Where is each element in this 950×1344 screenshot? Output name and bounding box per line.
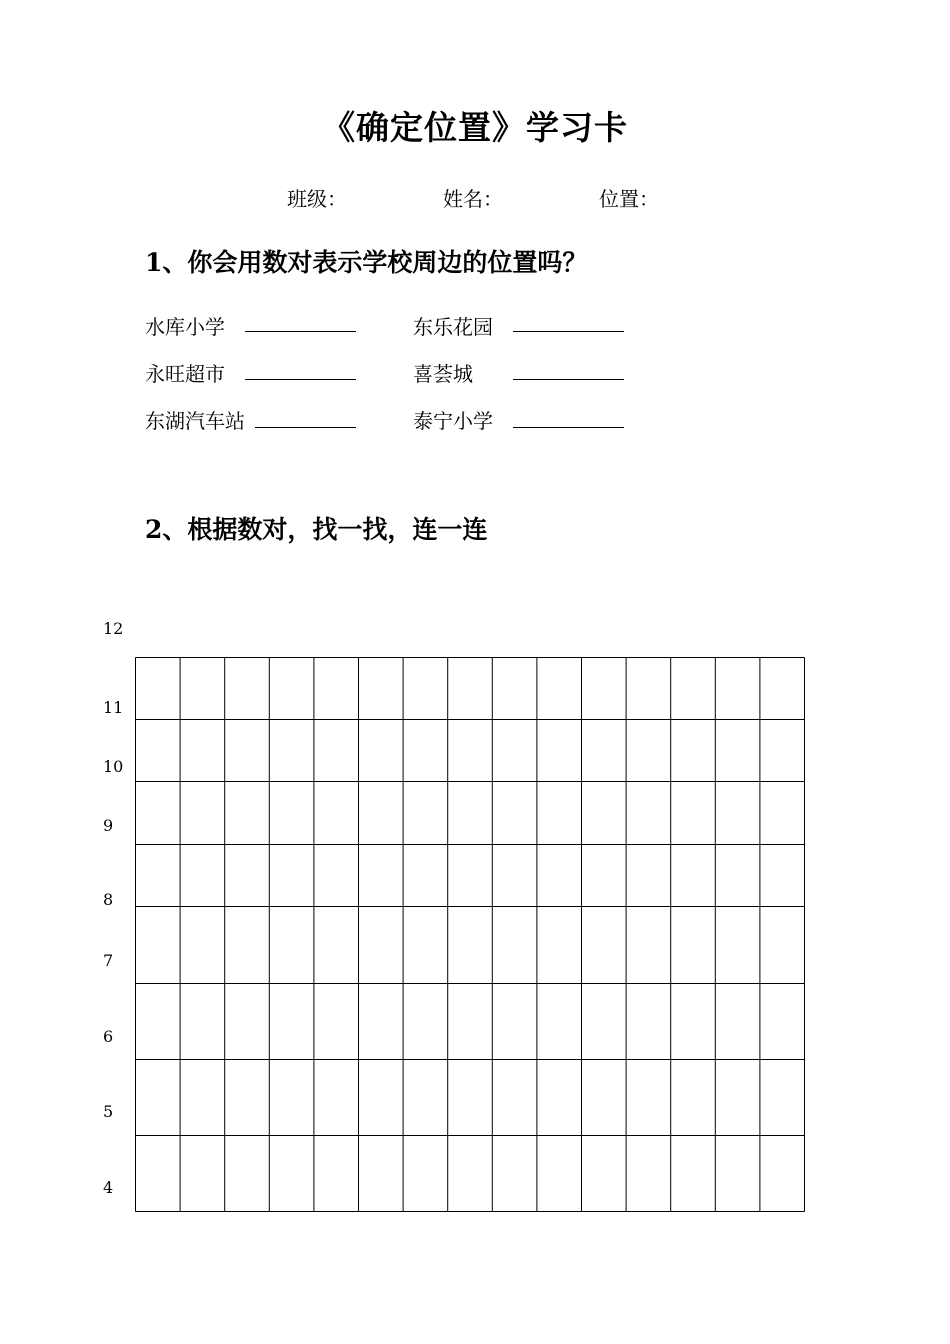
- place-shuiku-school: 水库小学: [145, 315, 225, 339]
- question-2-heading: 2、根据数对，找一找，连一连: [145, 515, 488, 544]
- page-title: 《确定位置》学习卡: [322, 108, 628, 147]
- row-label: 12: [103, 619, 124, 638]
- name-label: 姓名：: [443, 187, 503, 211]
- row-label: 8: [103, 890, 114, 909]
- position-label: 位置：: [599, 187, 659, 211]
- place-xihui-city: 喜荟城: [413, 362, 473, 386]
- question-1-heading: 1、你会用数对表示学校周边的位置吗？: [145, 248, 588, 277]
- row-label: 10: [103, 757, 124, 776]
- row-label: 9: [103, 816, 114, 835]
- row-label: 7: [103, 951, 114, 970]
- place-donghu-bus-station: 东湖汽车站: [145, 409, 245, 433]
- row-label: 11: [103, 698, 124, 717]
- row-label: 5: [103, 1102, 114, 1121]
- row-label: 4: [103, 1178, 114, 1197]
- class-label: 班级：: [287, 187, 347, 211]
- place-yongwang-supermarket: 永旺超市: [145, 362, 225, 386]
- place-taining-school: 泰宁小学: [413, 409, 493, 433]
- row-label: 6: [103, 1027, 114, 1046]
- place-dongle-garden: 东乐花园: [413, 315, 493, 339]
